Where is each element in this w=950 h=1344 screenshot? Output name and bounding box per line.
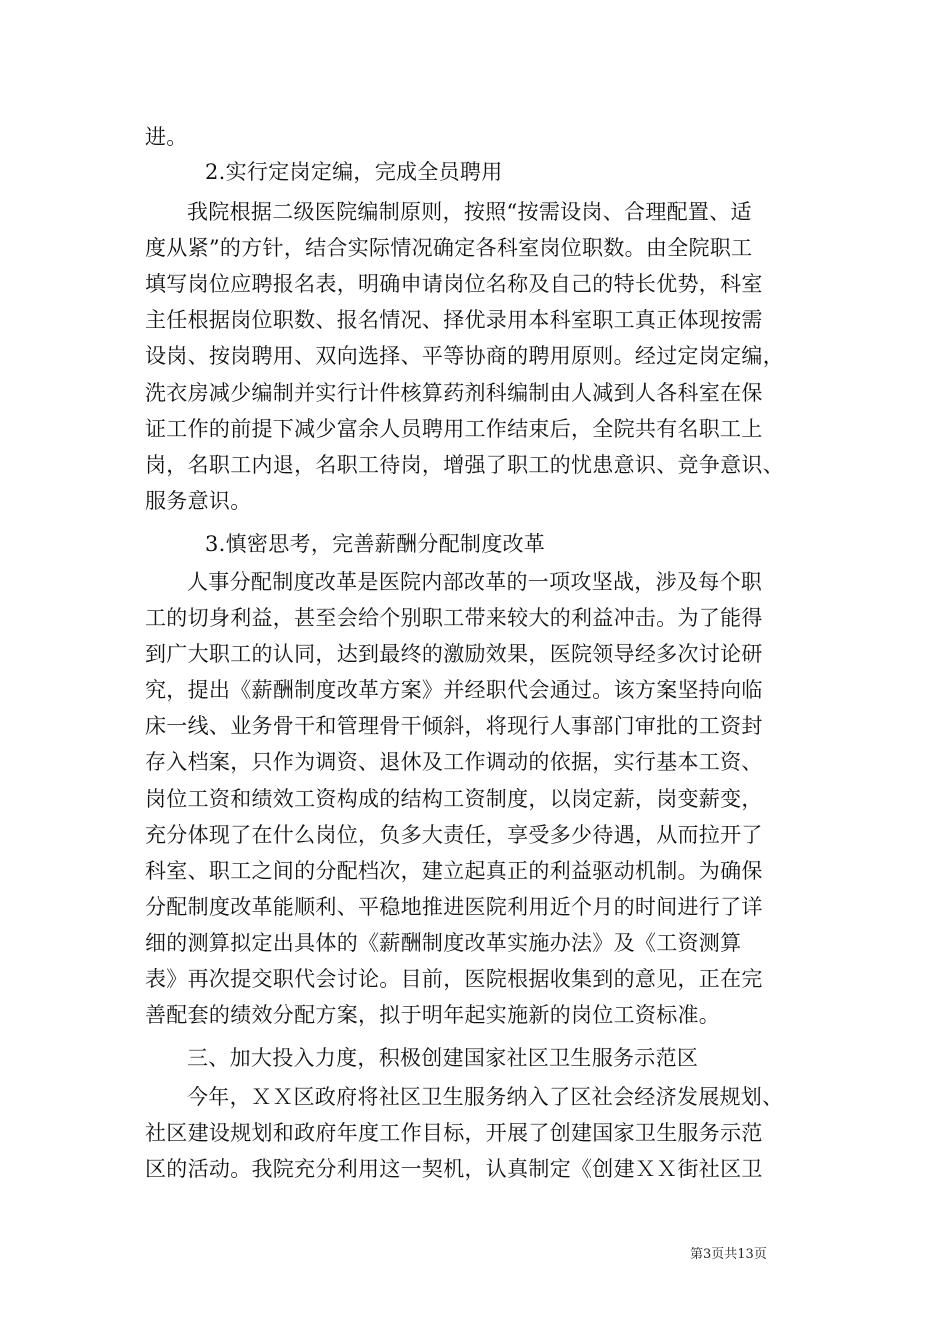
text-line: 究，提出《薪酬制度改革方案》并经职代会通过。该方案坚持向临 [145, 678, 763, 702]
text-line: 岗位工资和绩效工资构成的结构工资制度，以岗定薪，岗变薪变， [145, 787, 763, 811]
text-line: 设岗、按岗聘用、双向选择、平等协商的聘用原则。经过定岗定编， [145, 344, 784, 368]
text-line: 我院根据二级医院编制原则，按照“按需设岗、合理配置、适 [187, 200, 752, 224]
text-line: 到广大职工的认同，达到最终的激励效果，医院领导经多次讨论研 [145, 642, 763, 666]
text-line: 科室、职工之间的分配档次，建立起真正的利益驱动机制。为确保 [145, 859, 763, 883]
text-line: 细的测算拟定出具体的《薪酬制度改革实施办法》及《工资测算 [145, 931, 742, 955]
text-line: 善配套的绩效分配方案，拟于明年起实施新的岗位工资标准。 [145, 1003, 721, 1027]
section-heading: 2.实行定岗定编，完成全员聘用 [205, 160, 503, 184]
text-line: 分配制度改革能顺利、平稳地推进医院利用近个月的时间进行了详 [145, 895, 763, 919]
text-line: 工的切身利益，甚至会给个别职工带来较大的利益冲击。为了能得 [145, 606, 763, 630]
text-line: 人事分配制度改革是医院内部改革的一项攻坚战，涉及每个职 [187, 570, 763, 594]
text-line: 主任根据岗位职数、报名情况、择优录用本科室职工真正体现按需 [145, 308, 763, 332]
text-line: 度从紧”的方针，结合实际情况确定各科室岗位职数。由全院职工 [145, 236, 753, 260]
text-line: 床一线、业务骨干和管理骨干倾斜，将现行人事部门审批的工资封 [145, 714, 763, 738]
section-heading: 三、加大投入力度，积极创建国家社区卫生服务示范区 [187, 1046, 699, 1070]
text-line: 服务意识。 [145, 489, 252, 513]
text-line: 填写岗位应聘报名表，明确申请岗位名称及自己的特长优势，科室 [145, 272, 763, 296]
text-line: 充分体现了在什么岗位，负多大责任，享受多少待遇，从而拉开了 [145, 823, 763, 847]
text-line: 岗，名职工内退，名职工待岗，增强了职工的忧患意识、竞争意识、 [145, 453, 784, 477]
text-line: 进。 [145, 125, 188, 149]
text-line: 今年，ＸＸ区政府将社区卫生服务纳入了区社会经济发展规划、 [187, 1085, 784, 1109]
text-line: 证工作的前提下减少富余人员聘用工作结束后，全院共有名职工上 [145, 417, 763, 441]
text-line: 社区建设规划和政府年度工作目标，开展了创建国家卫生服务示范 [145, 1121, 763, 1145]
text-line: 存入档案，只作为调资、退休及工作调动的依据，实行基本工资、 [145, 750, 763, 774]
section-heading: 3.慎密思考，完善薪酬分配制度改革 [205, 532, 546, 556]
text-line: 表》再次提交职代会讨论。目前，医院根据收集到的意见，正在完 [145, 967, 763, 991]
text-line: 区的活动。我院充分利用这一契机，认真制定《创建ＸＸ街社区卫 [145, 1157, 763, 1181]
text-line: 洗衣房减少编制并实行计件核算药剂科编制由人减到人各科室在保 [145, 381, 763, 405]
page-number: 第3页共13页 [690, 1247, 767, 1262]
